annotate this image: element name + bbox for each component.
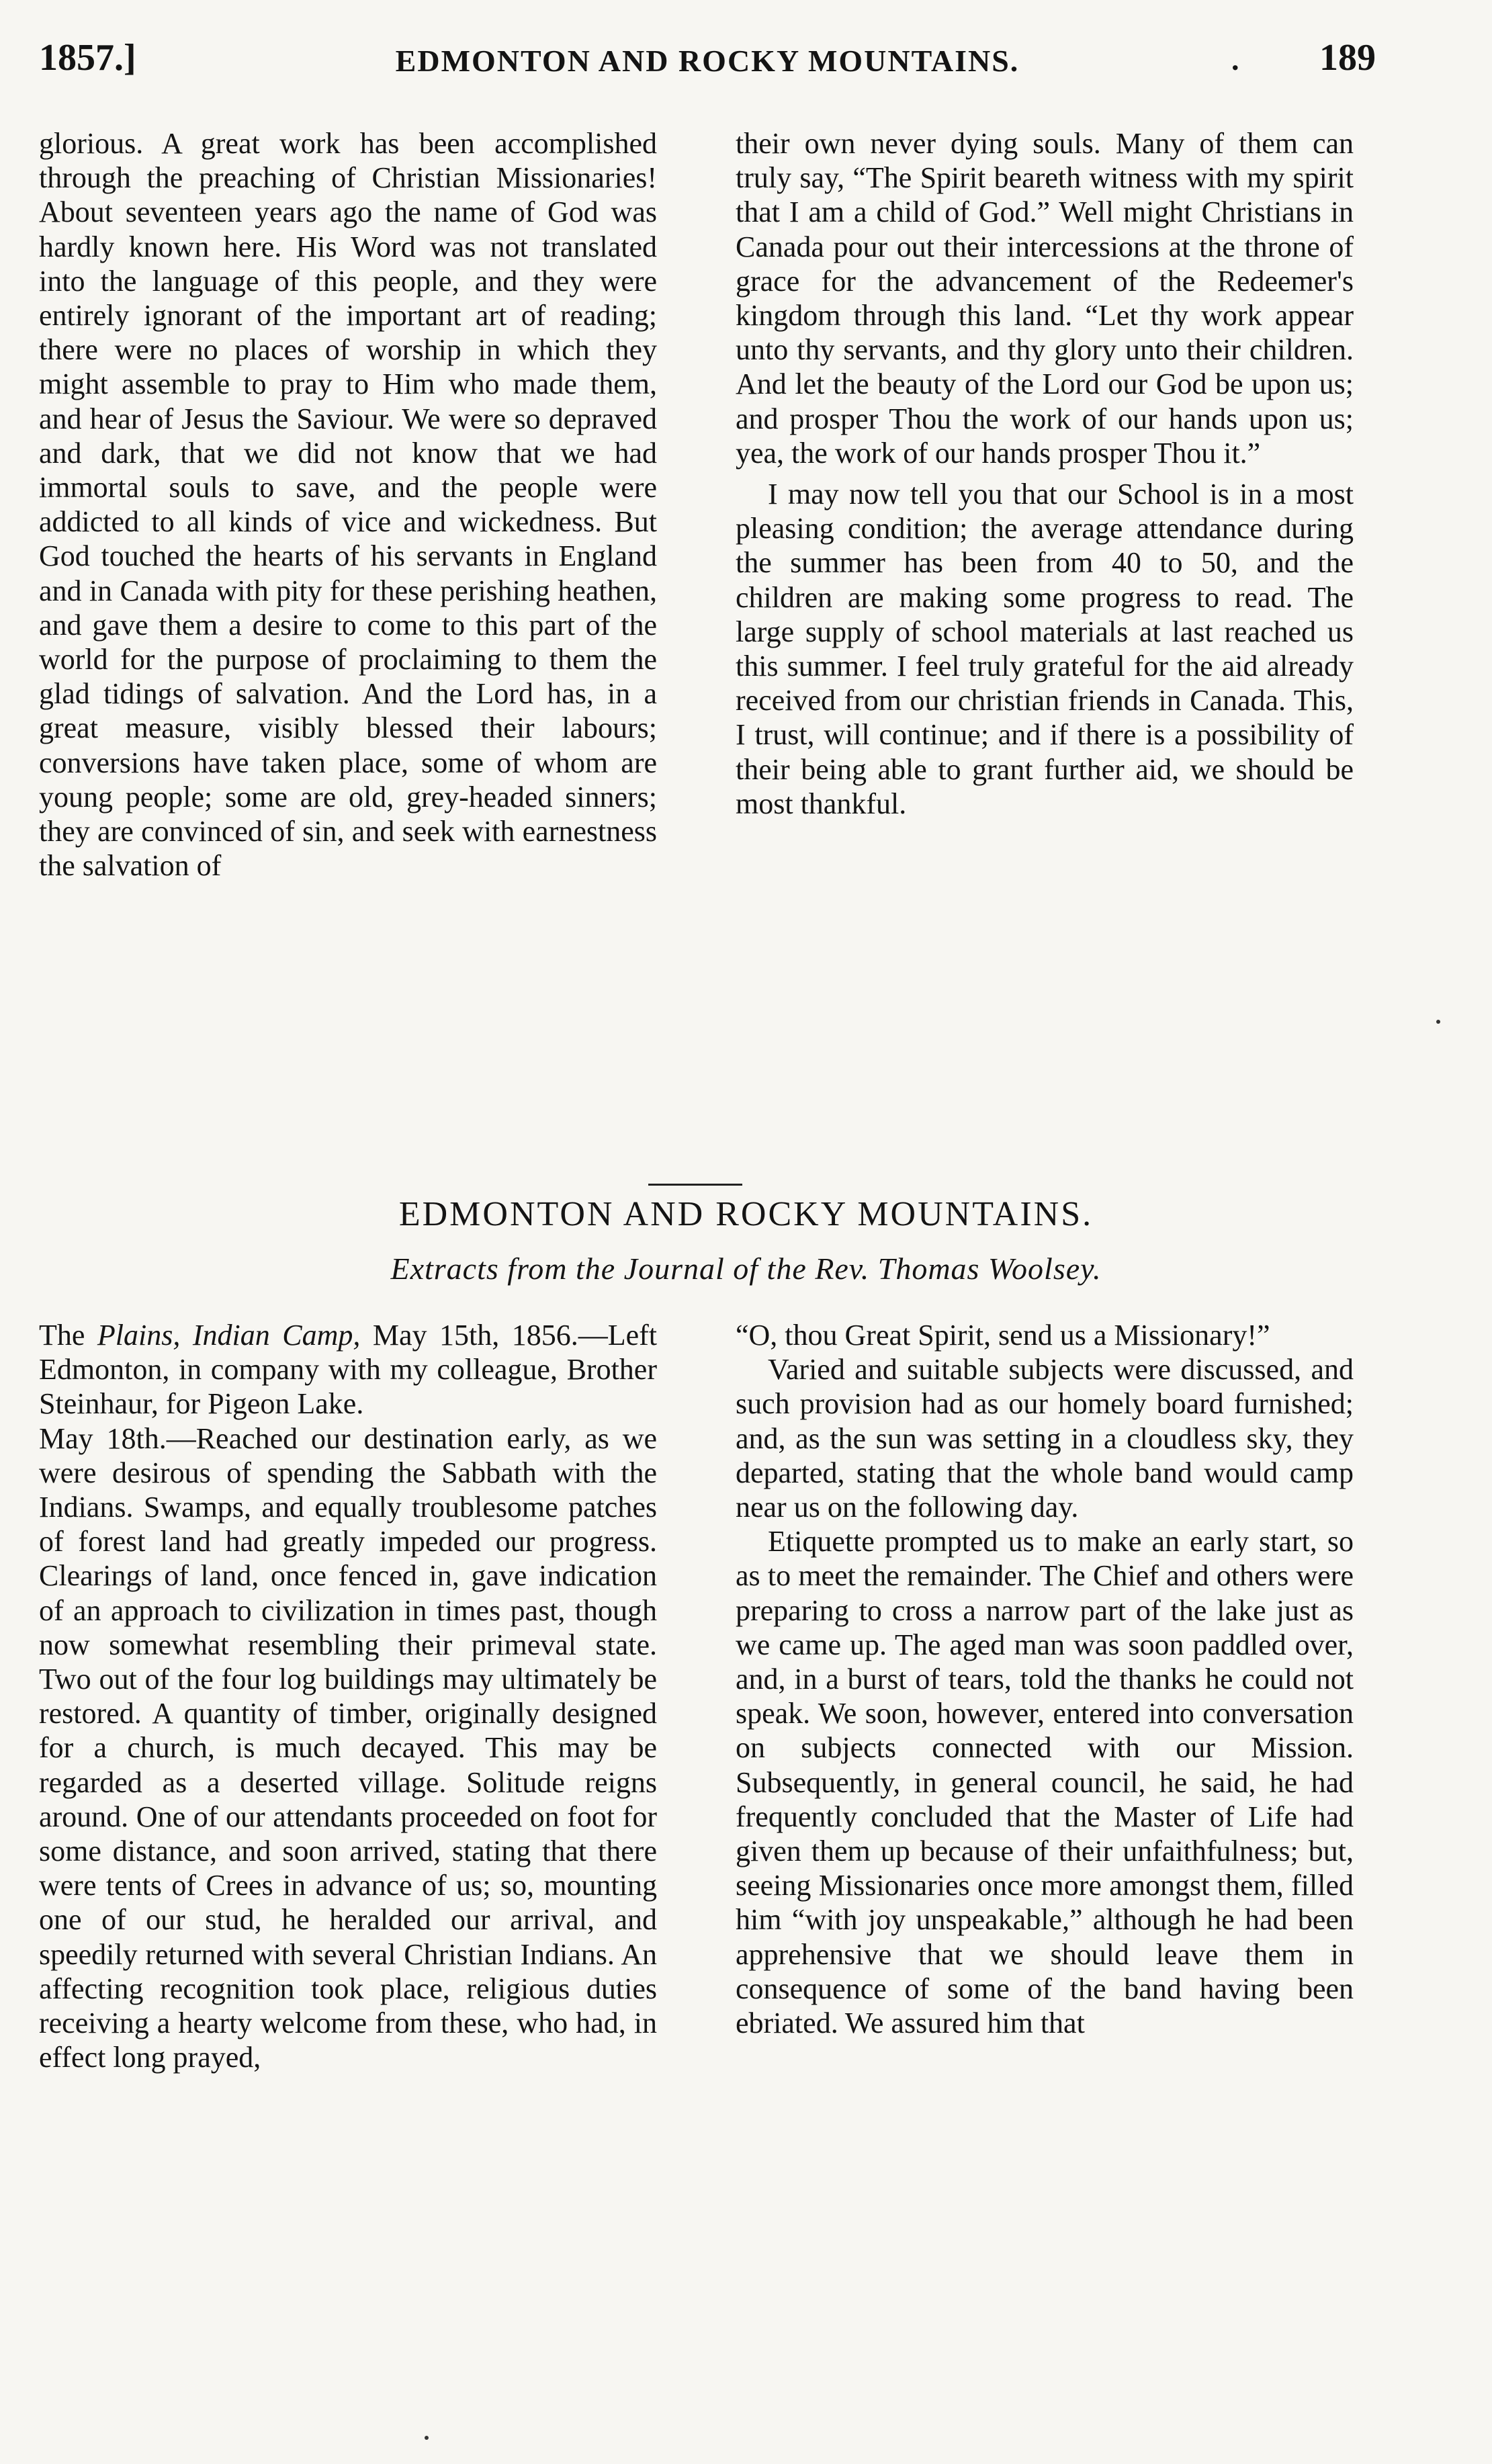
section-title: EDMONTON AND ROCKY MOUNTAINS. <box>398 1195 1094 1233</box>
paragraph <box>39 1318 657 1421</box>
paragraph: their own never dying souls. Many of them can truly say, “The Spirit beareth witness with my spirit that I am a child of God.” Well might Christians in Canada pour out their intercessions at the throne of grace for the advancement of the Redeemer's kingdom through this land. “Let thy work appear unto thy servants, and thy glory unto their children. And let the beauty of the Lord our God be upon us; and prosper Thou the work of our hands upon us; yea, the work of our hands prosper Thou it.” <box>736 127 1354 470</box>
paragraph: Etiquette prompted us to make an early start, so as to meet the remainder. The Chief and others were preparing to cross a narrow part of the lake just as we came up. The aged man was soon paddled over, and, in a burst of tears, told the thanks he could not speak. We soon, however, entered into conversation on subjects connected with our Mission. Subsequently, in general council, he said, he had frequently concluded that the Master of Life had given them up because of their unfaithfulness; but, seeing Missionaries once more amongst them, filled him “with joy unspeakable,” although he had been apprehensive that we should leave them in consequence of some of the band having been ebriated. We assured him that <box>736 1525 1354 2040</box>
running-header <box>39 36 1376 90</box>
column-bottom-right <box>736 1318 1354 2040</box>
column-bottom-left <box>39 1318 657 2074</box>
column-top-right <box>736 126 1354 821</box>
header-mark: . <box>1231 42 1239 77</box>
section-subtitle: Extracts from the Journal of the Rev. Thomas Woolsey. <box>390 1251 1102 1286</box>
section-divider <box>648 1184 742 1186</box>
paragraph: Varied and suitable subjects were discussed, and such provision had as our homely board furnished; and, as the sun was setting in a cloudless sky, they departed, stating that the whole band would camp near us on the following day. <box>736 1353 1354 1524</box>
paragraph: May 18th.—Reached our destination early, as we were desirous of spending the Sabbath with the Indians. Swamps, and equally troublesome patches of forest land had greatly impeded our progress. Clearings of land, once fenced in, gave indication of an approach to civilization in times past, though now somewhat resembling their primeval state. Two out of the four log buildings may ultimately be restored. A quantity of timber, originally designed for a church, is much decayed. This may be regarded as a deserted village. Solitude reigns around. One of our attendants proceeded on foot for some distance, and soon arrived, stating that there were tents of Crees in advance of us; so, mounting one of our stud, he heralded our arrival, and speedily returned with several Christian Indians. An affecting recognition took place, religious duties receiving a hearty welcome from these, who had, in effect long prayed, <box>39 1421 657 2074</box>
column-top-left <box>39 126 657 883</box>
header-year: 1857.] <box>39 37 136 79</box>
paragraph: glorious. A great work has been accomplished through the preaching of Christian Missionaries! About seventeen years ago the name of God was hardly known here. His Word was not translated into the language of this people, and they were entirely ignorant of the important art of reading; there were no places of worship in which they might assemble to pray to Him who made them, and hear of Jesus the Saviour. We were so depraved and dark, that we did not know that we had immortal souls to save, and the people were addicted to all kinds of vice and wickedness. But God touched the hearts of his servants in England and in Canada with pity for these perishing heathen, and gave them a desire to come to this part of the world for the purpose of proclaiming to them the glad tidings of salvation. And the Lord has, in a great measure, visibly blessed their labours; conversions have taken place, some of whom are young people; some are old, grey-headed sinners; they are convinced of sin, and seek with earnestness the salvation of <box>39 127 657 883</box>
print-speck <box>1436 1020 1440 1024</box>
paragraph: “O, thou Great Spirit, send us a Missionary!” <box>736 1319 1270 1352</box>
paragraph-rest: May 15th, 1856.—Left Edmonton, in company with my colleague, Brother Steinhaur, for Pigeon Lake. <box>39 1319 658 1421</box>
paragraph-italic-place: Plains, Indian Camp, <box>97 1319 361 1352</box>
paragraph-lead: The <box>39 1319 97 1352</box>
header-running-title: EDMONTON AND ROCKY MOUNTAINS. <box>395 44 1020 78</box>
print-speck <box>425 2436 429 2440</box>
page-number: 189 <box>1319 37 1376 79</box>
paragraph: I may now tell you that our School is in a most pleasing condition; the average attendance during the summer has been from 40 to 50, and the children are making some progress to read. The large supply of school materials at last reached us this summer. I feel truly grateful for the aid already received from our christian friends in Canada. This, I trust, will continue; and if there is a possibility of their being able to grant further aid, we should be most thankful. <box>736 478 1354 820</box>
